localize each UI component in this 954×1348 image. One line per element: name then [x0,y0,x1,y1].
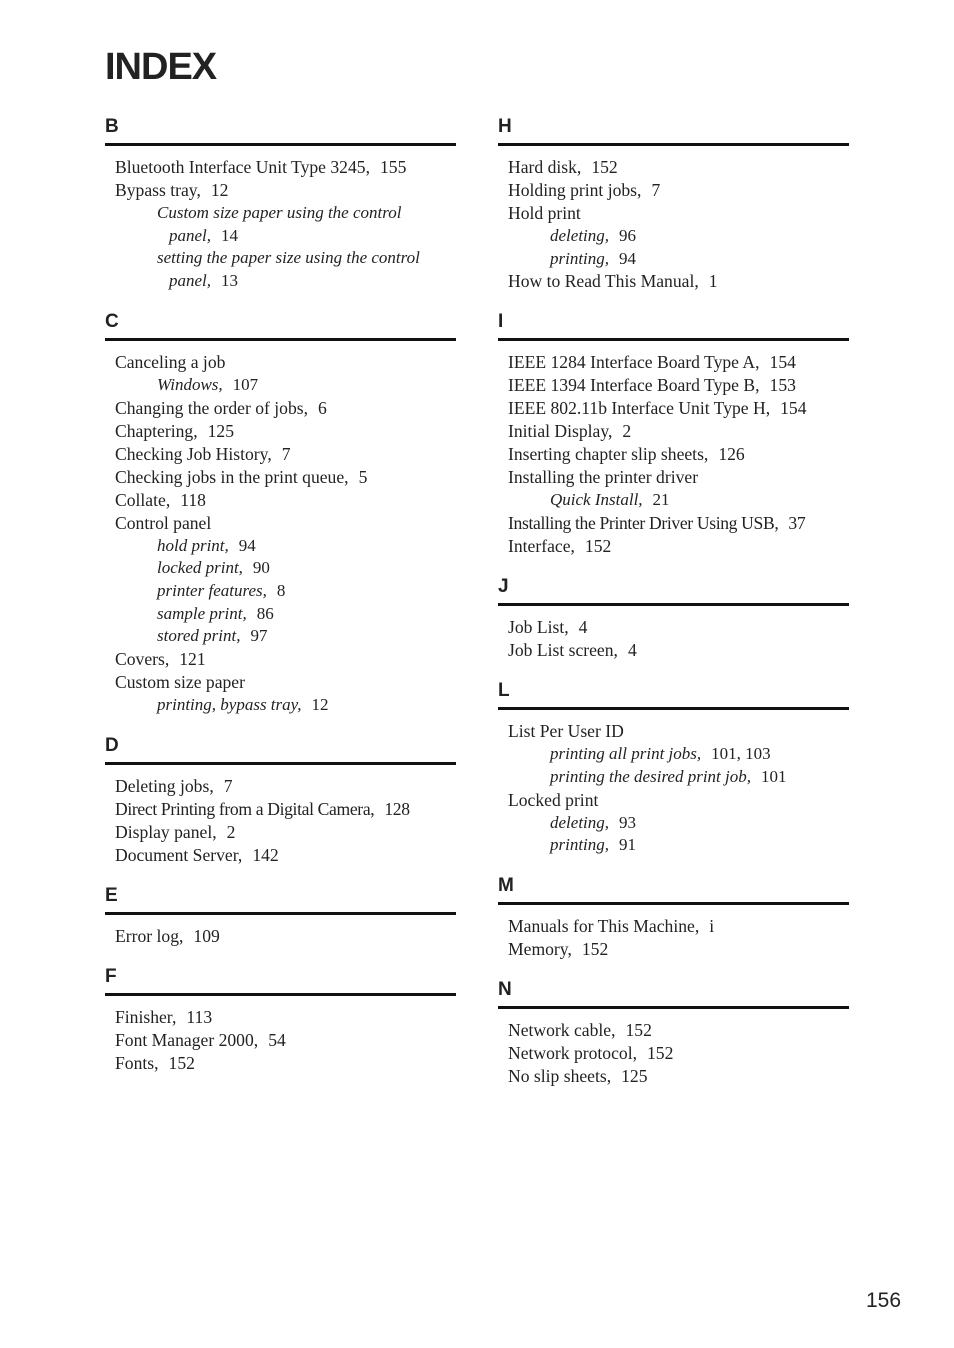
entry-list [498,146,849,293]
index-section-n [498,978,849,1088]
index-section-b [105,115,456,293]
index-subentry [105,557,456,580]
entry-separator: , [209,775,214,796]
entry-term: Custom size paper using the control [157,203,402,222]
entry-term: Inserting chapter slip sheets [508,444,704,465]
index-entry [105,844,456,867]
page-reference: i [709,915,715,936]
page-reference: 155 [379,157,407,177]
page-reference: 152 [647,1042,674,1063]
page-reference: 152 [168,1052,195,1073]
index-entry [105,443,456,466]
page-title: INDEX [105,46,217,88]
index-entry [498,156,849,179]
entry-term: Installing the Printer Driver Using USB [508,513,775,534]
entry-term: Canceling a job [115,351,226,372]
index-entry [105,156,456,179]
entry-term-continuation [157,270,456,293]
entry-term: No slip sheets [508,1065,607,1086]
page-reference: 125 [621,1065,648,1086]
entry-separator: , [755,352,760,373]
index-subentry [498,225,849,248]
index-subentry [105,202,456,247]
entry-list [498,341,849,558]
page-reference: 96 [619,226,637,245]
entry-separator: , [242,603,247,623]
index-column-left [105,115,456,1092]
entry-separator: , [154,1052,159,1073]
page-reference: 2 [622,421,632,442]
entry-term: Job List screen [508,640,614,661]
index-entry [498,202,849,225]
entry-separator: , [196,180,201,200]
entry-term: printing, bypass tray [157,695,298,715]
entry-term: setting the paper size using the control [157,248,420,268]
section-letter: L [498,679,849,710]
index-entry [498,616,849,639]
index-section-m [498,874,849,961]
page-reference: 6 [318,397,327,418]
page-reference: 54 [268,1029,286,1050]
page-reference: 153 [769,375,796,396]
index-entry [105,397,456,420]
index-entry [105,179,456,202]
page-reference: 12 [311,695,329,715]
entry-term-part: panel [169,271,207,291]
index-entry [105,798,456,821]
entry-list [498,710,849,857]
entry-list [105,996,456,1075]
entry-separator: , [370,798,375,819]
page-reference: 1 [708,271,718,292]
entry-term: Job List [508,617,565,638]
index-entry [498,443,849,466]
page-reference: 101 [761,766,787,786]
entry-separator: , [611,1019,616,1040]
section-letter: N [498,978,849,1009]
entry-separator: , [606,1065,612,1086]
page-reference: 152 [581,938,609,959]
entry-list [105,765,456,867]
page-reference: 8 [276,580,286,600]
entry-term: Interface [508,536,571,557]
entry-term: Network cable [508,1019,612,1040]
entry-list [498,606,849,662]
index-section-h [498,115,849,293]
index-subentry [105,535,456,558]
entry-term: printing all print jobs [550,744,697,764]
section-letter: H [498,115,849,146]
entry-separator: , [694,271,699,292]
entry-term: Error log [115,925,180,946]
entry-term: Fonts [115,1052,155,1073]
entry-separator: , [694,915,700,936]
index-entry [498,374,849,397]
index-entry [498,420,849,443]
entry-term: IEEE 1284 Interface Board Type A [508,352,756,373]
index-section-c [105,310,456,717]
index-entry [498,1042,849,1065]
entry-term: Initial Display [508,421,609,442]
page-reference: 86 [256,603,274,623]
page-reference: 97 [250,626,268,646]
entry-term: Covers [115,649,165,670]
page-reference: 12 [210,180,229,200]
index-entry [105,1052,456,1075]
index-entry [105,775,456,798]
entry-separator: , [765,398,771,419]
entry-separator: , [576,157,582,177]
entry-separator: , [604,226,610,245]
entry-separator: , [212,821,217,842]
entry-separator: , [632,1042,637,1063]
entry-term-continuation [157,225,456,248]
page-reference: 21 [652,490,670,510]
index-entry [105,821,456,844]
entry-term: How to Read This Manual [508,271,695,292]
page-reference: 125 [207,420,234,441]
page-reference: 94 [619,248,637,268]
section-letter: M [498,874,849,905]
index-section-l [498,679,849,857]
entry-term: Checking Job History [115,443,268,464]
index-section-e [105,884,456,948]
entry-separator: , [238,558,243,578]
entry-term: Hard disk [508,157,577,177]
entry-separator: , [638,490,643,510]
entry-separator: , [604,812,610,832]
entry-separator: , [604,248,610,268]
page-reference: 4 [578,617,588,638]
entry-term: sample print [157,603,243,623]
index-entry [105,1029,456,1052]
index-column-right [498,115,849,1105]
index-entry [498,1019,849,1042]
index-entry [105,925,456,948]
page-reference: 5 [358,466,368,487]
index-subentry [498,248,849,271]
entry-separator: , [164,649,170,670]
page-reference: 142 [252,844,279,865]
page-reference: 118 [180,489,206,510]
index-entry [498,351,849,374]
page-reference: 13 [221,271,239,291]
entry-list [498,905,849,961]
index-entry [498,1065,849,1088]
entry-separator: , [236,626,241,646]
page-reference: 126 [718,444,745,465]
entry-separator: , [206,271,212,291]
entry-separator: , [746,766,752,786]
index-subentry [498,489,849,512]
entry-term: printing [550,248,605,268]
page-reference: 7 [223,775,233,796]
index-entry [105,512,456,535]
entry-term: Deleting jobs [115,775,210,796]
entry-term: locked print [157,558,239,578]
index-section-j [498,575,849,662]
entry-list [498,1009,849,1088]
entry-term: Windows [157,374,219,394]
entry-separator: , [297,695,302,715]
entry-separator: , [604,835,610,855]
index-entry [105,466,456,489]
page-reference: 2 [226,821,236,842]
entry-term: IEEE 1394 Interface Board Type B [508,375,756,396]
entry-term: Collate [115,489,166,510]
entry-separator: , [564,617,569,638]
page-reference: 94 [238,535,256,555]
page-reference: 90 [252,558,270,578]
index-entry [498,639,849,662]
entry-term: Quick Install [550,490,639,510]
index-entry [498,466,849,489]
entry-list [105,341,456,717]
entry-term: Hold print [508,203,581,223]
entry-separator: , [206,225,212,245]
entry-term: Chaptering [115,420,194,441]
entry-separator: , [570,536,575,557]
entry-separator: , [774,513,779,534]
index-subentry [105,580,456,603]
page-reference: 121 [179,649,206,670]
index-section-d [105,734,456,867]
section-letter: F [105,965,456,996]
index-subentry [105,694,456,717]
page-reference: 113 [186,1006,213,1027]
entry-separator: , [253,1029,259,1050]
entry-separator: , [171,1006,177,1027]
entry-term: printing [550,835,605,855]
entry-term: Bypass tray [115,180,197,200]
page-reference: 107 [232,374,259,394]
entry-term: Changing the order of jobs [115,397,304,418]
entry-separator: , [365,157,370,177]
page-reference: 152 [584,536,612,557]
index-subentry [498,812,849,835]
index-entry [105,1006,456,1029]
entry-list [105,146,456,293]
index-entry [498,720,849,743]
entry-term: stored print [157,626,237,646]
entry-term: deleting [550,226,605,245]
index-entry [498,179,849,202]
entry-term: hold print [157,535,225,555]
entry-term: Document Server [115,844,238,865]
entry-separator: , [703,444,709,465]
entry-term: Memory [508,938,568,959]
page-reference: 14 [221,225,239,245]
page-reference: 154 [769,352,796,373]
entry-separator: , [267,443,272,464]
section-letter: E [105,884,456,915]
entry-separator: , [165,489,171,510]
entry-separator: , [262,580,267,600]
page-reference: 7 [651,180,661,200]
page-reference: 109 [193,925,220,946]
page-reference: 152 [591,157,618,177]
index-entry [498,938,849,961]
index-entry [498,270,849,293]
entry-term: List Per User ID [508,721,624,742]
index-section-f [105,965,456,1075]
entry-term: Finisher [115,1006,172,1027]
index-entry [498,789,849,812]
index-entry [498,915,849,938]
page-reference: 152 [625,1019,652,1040]
entry-separator: , [613,640,618,661]
entry-separator: , [696,744,702,764]
index-entry [105,351,456,374]
page-reference: 4 [627,640,637,661]
index-entry [105,671,456,694]
entry-separator: , [567,938,572,959]
entry-term: printing the desired print job [550,766,747,786]
index-section-i [498,310,849,558]
entry-term: Bluetooth Interface Unit Type 3245 [115,157,366,177]
index-subentry [498,766,849,789]
entry-separator: , [224,535,229,555]
entry-separator: , [179,925,184,946]
entry-list [105,915,456,948]
index-subentry [498,834,849,857]
index-subentry [105,625,456,648]
page-reference: 128 [384,798,410,819]
entry-term: Network protocol [508,1042,633,1063]
section-letter: C [105,310,456,341]
entry-separator: , [193,420,198,441]
index-entry [498,397,849,420]
page-reference: 91 [619,835,637,855]
index-subentry [498,743,849,766]
section-letter: J [498,575,849,606]
index-entry [105,489,456,512]
entry-separator: , [755,375,760,396]
entry-term: Locked print [508,789,599,810]
entry-separator: , [608,421,613,442]
index-subentry [105,247,456,292]
entry-term: Installing the printer driver [508,467,699,488]
page-number: 156 [866,1289,902,1312]
index-entry [105,648,456,671]
entry-term: IEEE 802.11b Interface Unit Type H [508,398,766,419]
entry-term: Font Manager 2000 [115,1029,254,1050]
page-reference: 7 [281,443,291,464]
index-entry [498,535,849,558]
entry-separator: , [344,466,349,487]
index-entry [105,420,456,443]
section-letter: D [105,734,456,765]
entry-separator: , [237,844,243,865]
page-reference: 37 [788,513,806,534]
entry-term: Display panel [115,821,213,842]
entry-term-part: panel [169,225,207,245]
section-letter: B [105,115,456,146]
entry-term: Checking jobs in the print queue [115,466,345,487]
page-reference: 154 [780,398,807,419]
index-entry [498,512,849,535]
entry-term: Direct Printing from a Digital Camera [115,798,371,819]
entry-term: Custom size paper [115,672,245,693]
index-subentry [105,603,456,626]
section-letter: I [498,310,849,341]
entry-term: Control panel [115,512,212,533]
entry-separator: , [218,374,223,394]
entry-term: printer features [157,580,263,600]
entry-term: Holding print jobs [508,180,638,200]
entry-separator: , [303,397,309,418]
entry-term: deleting [550,812,605,832]
page-reference: 93 [619,812,637,832]
index-subentry [105,374,456,397]
entry-separator: , [637,180,642,200]
page-reference: 101, 103 [711,744,771,764]
entry-term: Manuals for This Machine [508,915,695,936]
